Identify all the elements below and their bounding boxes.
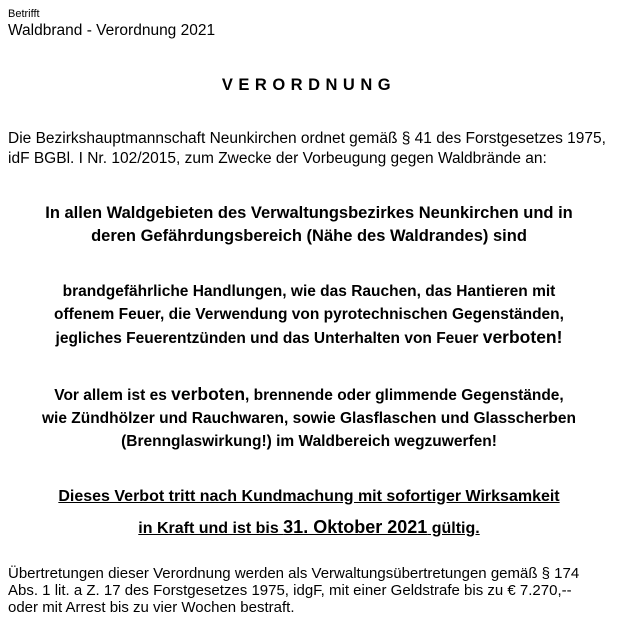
penalty-line-2: Abs. 1 lit. a Z. 17 des Forstgesetzes 1975, idgF, mit einer Geldstrafe bis zu € 7.270,-- [8,582,572,599]
disposal-emphasis: verboten [171,384,246,404]
disposal-paragraph [0,383,618,453]
subject-line: Waldbrand - Verordnung 2021 [8,22,216,39]
prohibition-line-1: brandgefährliche Handlungen, wie das Rauchen, das Hantieren mit [62,283,556,300]
scope-line-2: deren Gefährdungsbereich (Nähe des Waldrandes) sind [91,226,527,245]
prohibition-line-2: offenem Feuer, die Verwendung von pyrotechnischen Gegenständen, [54,306,564,323]
betrifft-label: Betrifft [8,8,40,20]
prohibition-line-3 [0,326,618,350]
scope-paragraph [0,202,618,247]
prohibition-emphasis: verboten! [482,327,563,347]
validity-line-2-pre: in Kraft und ist bis [138,520,284,537]
validity-line-2-post: gültig. [427,520,480,537]
penalty-paragraph [8,565,614,616]
scope-line-1: In allen Waldgebieten des Verwaltungsbezirkes Neunkirchen und in [45,204,573,222]
prohibition-line-3-text: jegliches Feuerentzünden und das Unterhalten von Feuer [55,330,483,347]
penalty-line-1: Übertretungen dieser Verordnung werden als Verwaltungsübertretungen gemäß § 174 [8,565,580,582]
penalty-line-3: oder mit Arrest bis zu vier Wochen bestraft. [8,599,295,616]
intro-paragraph [8,129,614,169]
validity-line-2 [0,512,618,544]
intro-line-1: Die Bezirkshauptmannschaft Neunkirchen ordnet gemäß § 41 des Forstgesetzes 1975, [8,130,606,147]
validity-notice [0,482,618,544]
document-title: VERORDNUNG [221,76,397,94]
validity-line-1: Dieses Verbot tritt nach Kundmachung mit sofortiger Wirksamkeit [58,488,560,505]
disposal-line-3: (Brennglaswirkung!) im Waldbereich wegzuwerfen! [121,433,497,450]
disposal-line-1-post: , brennende oder glimmende Gegenstände, [245,387,564,404]
disposal-line-1-pre: Vor allem ist es [54,387,172,404]
disposal-line-2: wie Zündhölzer und Rauchwaren, sowie Glasflaschen und Glasscherben [41,410,576,427]
validity-date: 31. Oktober 2021 [283,517,428,537]
intro-line-2: idF BGBl. I Nr. 102/2015, zum Zwecke der Vorbeugung gegen Waldbrände an: [8,150,547,167]
prohibition-paragraph [0,280,618,350]
disposal-line-1 [0,383,618,407]
